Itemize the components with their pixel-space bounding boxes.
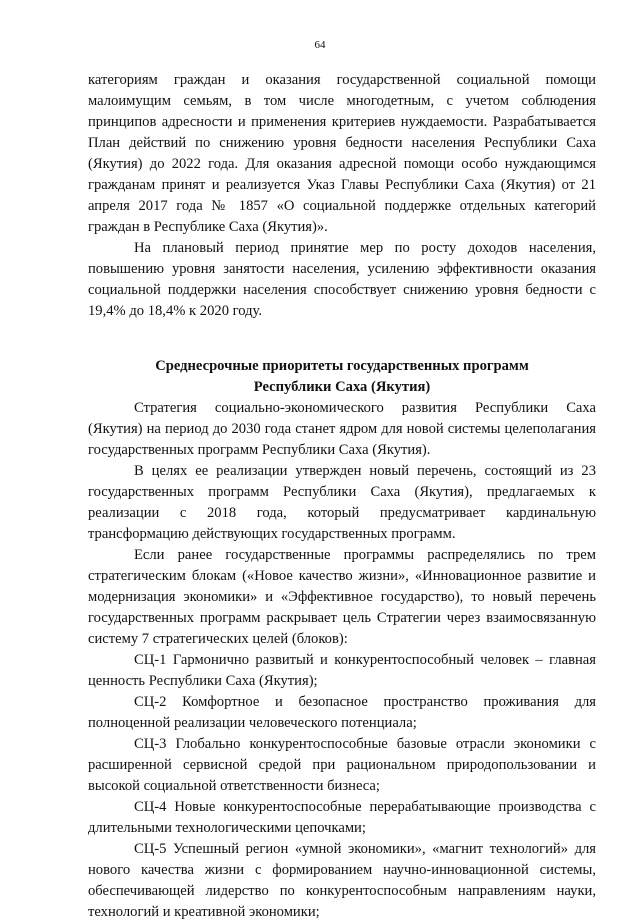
section-heading-line-2: Республики Саха (Якутия): [253, 379, 431, 395]
paragraph-planned-period: На плановый период принятие мер по росту доходов населения, повышению уровня занятости населения, усилению эффективности оказания социальной поддержки населения способствует снижению уровня бедности с 19,4% до 18,4% к 2020 году.: [88, 240, 596, 319]
strategic-goal-sc5: СЦ-5 Успешный регион «умной экономики», «магнит технологий» для нового качества жизни с формированием научно-инновационной системы, обеспечивающей лидерство по конкурентоспособным направлениям науки, технологий и креативной экономики;: [88, 841, 596, 920]
strategic-goal-sc1: СЦ-1 Гармонично развитый и конкурентоспособный человек – главная ценность Республики Саха (Якутия);: [88, 652, 596, 689]
page-content: [88, 70, 596, 923]
paragraph-strategic-blocks: Если ранее государственные программы распределялись по трем стратегическим блокам («Новое качество жизни», «Инновационное развитие и модернизация экономики» и «Эффективное государство), то новый перечень государственных программ раскрывает цель Стратегии через взаимосвязанную систему 7 стратегических целей (блоков):: [88, 547, 596, 647]
section-heading: [88, 356, 596, 398]
paragraph-strategy: Стратегия социально-экономического развития Республики Саха (Якутия) на период до 2030 года станет ядром для новой системы целеполагания государственных программ Республики Саха (Якутия).: [88, 400, 596, 458]
strategic-goal-sc4: СЦ-4 Новые конкурентоспособные перерабатывающие производства с длительными технологическими цепочками;: [88, 799, 596, 836]
page-number: 64: [314, 39, 326, 51]
paragraph-new-list: В целях ее реализации утвержден новый перечень, состоящий из 23 государственных программ Республики Саха (Якутия), предлагаемых к реализации с 2018 года, который предусматривает кардинальную трансформацию действующих государственных программ.: [88, 463, 596, 542]
strategic-goal-sc2: СЦ-2 Комфортное и безопасное пространство проживания для полноценной реализации человеческого потенциала;: [88, 694, 596, 731]
section-heading-line-1: Среднесрочные приоритеты государственных программ: [155, 358, 529, 374]
strategic-goal-sc3: СЦ-3 Глобально конкурентоспособные базовые отрасли экономики с расширенной сервисной средой при рациональном природопользовании и высокой социальной ответственности бизнеса;: [88, 736, 596, 794]
paragraph-continued: категориям граждан и оказания государственной социальной помощи малоимущим семьям, в том числе многодетным, с учетом соблюдения принципов адресности и применения критериев нуждаемости. Разрабатывается План действий по снижению уровня бедности населения Республики Саха (Якутия) до 2022 года. Для оказания адресной помощи особо нуждающимся гражданам принят и реализуется Указ Главы Республики Саха (Якутия) от 21 апреля 2017 года № 1857 «О социальной поддержке отдельных категорий граждан в Республике Саха (Якутия)».: [88, 72, 596, 235]
